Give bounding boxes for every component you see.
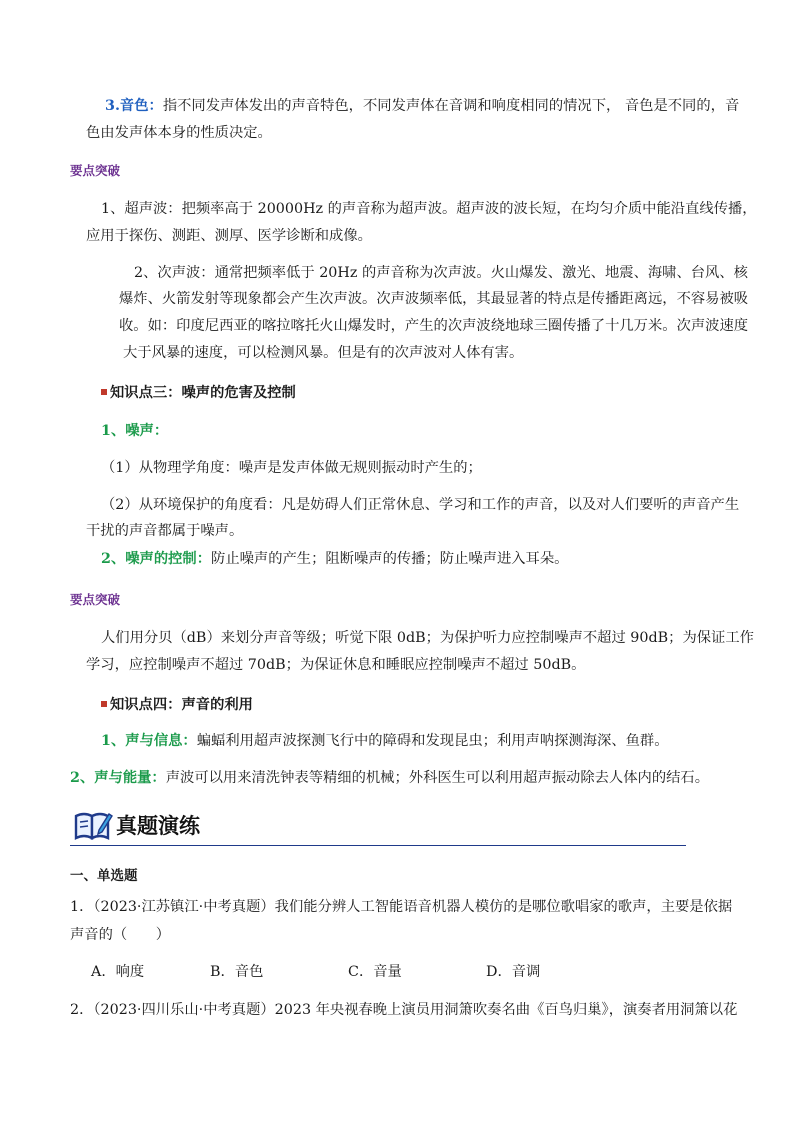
key-points-heading: 要点突破 [70, 163, 121, 178]
question-1-option-b[interactable]: B．音色 [210, 964, 264, 980]
knowledge-point-4-heading [101, 695, 253, 715]
question-2-line-1: 2．（2023·四川乐山·中考真题）2023 年央视春晚上演员用洞箫吹奏名曲《百鸟归巢》，演奏者用洞箫以花 [70, 1002, 738, 1018]
noise-control-label: 2、噪声的控制： [101, 551, 212, 567]
timbre-line-1 [105, 96, 739, 116]
red-square-bullet-icon [101, 389, 107, 395]
noise-title: 1、噪声： [101, 423, 169, 439]
question-1-option-c[interactable]: C．音量 [348, 964, 402, 980]
timbre-text: 指不同发声体发出的声音特色，不同发声体在音调和响度相同的情况下， 音色是不同的，音 [162, 98, 740, 114]
red-square-bullet-icon [101, 701, 107, 707]
question-1-option-a[interactable]: A．响度 [91, 964, 145, 980]
ultrasound-line-2: 应用于探伤、测距、测厚、医学诊断和成像。 [86, 228, 372, 244]
noise-control-text: 防止噪声的产生；阻断噪声的传播；防止噪声进入耳朵。 [211, 551, 569, 567]
decibel-line-2: 学习，应控制噪声不超过 70dB；为保证休息和睡眠应控制噪声不超过 50dB。 [86, 657, 586, 673]
sound-energy-text: 声波可以用来清洗钟表等精细的机械；外科医生可以利用超声振动除去人体内的结石。 [165, 770, 710, 786]
sound-info-label: 1、声与信息： [101, 733, 197, 749]
sound-info-text: 蝙蝠利用超声波探测飞行中的障碍和发现昆虫；利用声呐探测海深、鱼群。 [196, 733, 669, 749]
timbre-line-2: 色由发声体本身的性质决定。 [86, 125, 272, 141]
noise-env-def-line-2: 干扰的声音都属于噪声。 [86, 523, 244, 539]
key-points-heading-2: 要点突破 [70, 592, 121, 607]
noise-env-def-line-1: （2）从环境保护的角度看：凡是妨碍人们正常休息、学习和工作的声音，以及对人们要听的声音产生 [101, 497, 740, 513]
question-1-line-2: 声音的（ ） [70, 927, 171, 943]
timbre-label: 3.音色： [105, 98, 163, 114]
knowledge-point-4-title: 知识点四：声音的利用 [110, 697, 253, 713]
noise-control-line [101, 549, 568, 569]
decibel-line-1: 人们用分贝（dB）来划分声音等级；听觉下限 0dB；为保护听力应控制噪声不超过 90dB；为保证工作 [101, 630, 754, 646]
exam-practice-title: 真题演练 [116, 814, 200, 838]
exam-practice-banner [70, 806, 686, 846]
infrasound-line-4: 大于风暴的速度，可以检测风暴。但是有的次声波对人体有害。 [123, 345, 524, 361]
sound-energy-line [70, 768, 709, 788]
banner-divider [70, 845, 686, 846]
question-1-option-d[interactable]: D．音调 [486, 964, 541, 980]
noise-physics-def: （1）从物理学角度：噪声是发声体做无规则振动时产生的； [101, 460, 482, 476]
ultrasound-line-1: 1、超声波：把频率高于 20000Hz 的声音称为超声波。超声波的波长短，在均匀介质中能沿直线传播， [101, 201, 757, 217]
knowledge-point-3-heading [101, 383, 296, 403]
notebook-pen-icon [72, 808, 114, 844]
infrasound-line-3: 收。如：印度尼西亚的喀拉喀托火山爆发时，产生的次声波绕地球三圈传播了十几万米。次声波速度 [119, 318, 749, 334]
question-1-line-1: 1．（2023·江苏镇江·中考真题）我们能分辨人工智能语音机器人模仿的是哪位歌唱家的歌声，主要是依据 [70, 899, 733, 915]
infrasound-line-2: 爆炸、火箭发射等现象都会产生次声波。次声波频率低，其最显著的特点是传播距离远，不容易被吸 [119, 291, 749, 307]
knowledge-point-3-title: 知识点三：噪声的危害及控制 [110, 385, 296, 401]
section-heading: 一、单选题 [70, 868, 138, 884]
infrasound-line-1: 2、次声波：通常把频率低于 20Hz 的声音称为次声波。火山爆发、激光、地震、海啸、台风、核 [134, 265, 748, 281]
sound-info-line [101, 731, 669, 751]
sound-energy-label: 2、声与能量： [70, 770, 166, 786]
